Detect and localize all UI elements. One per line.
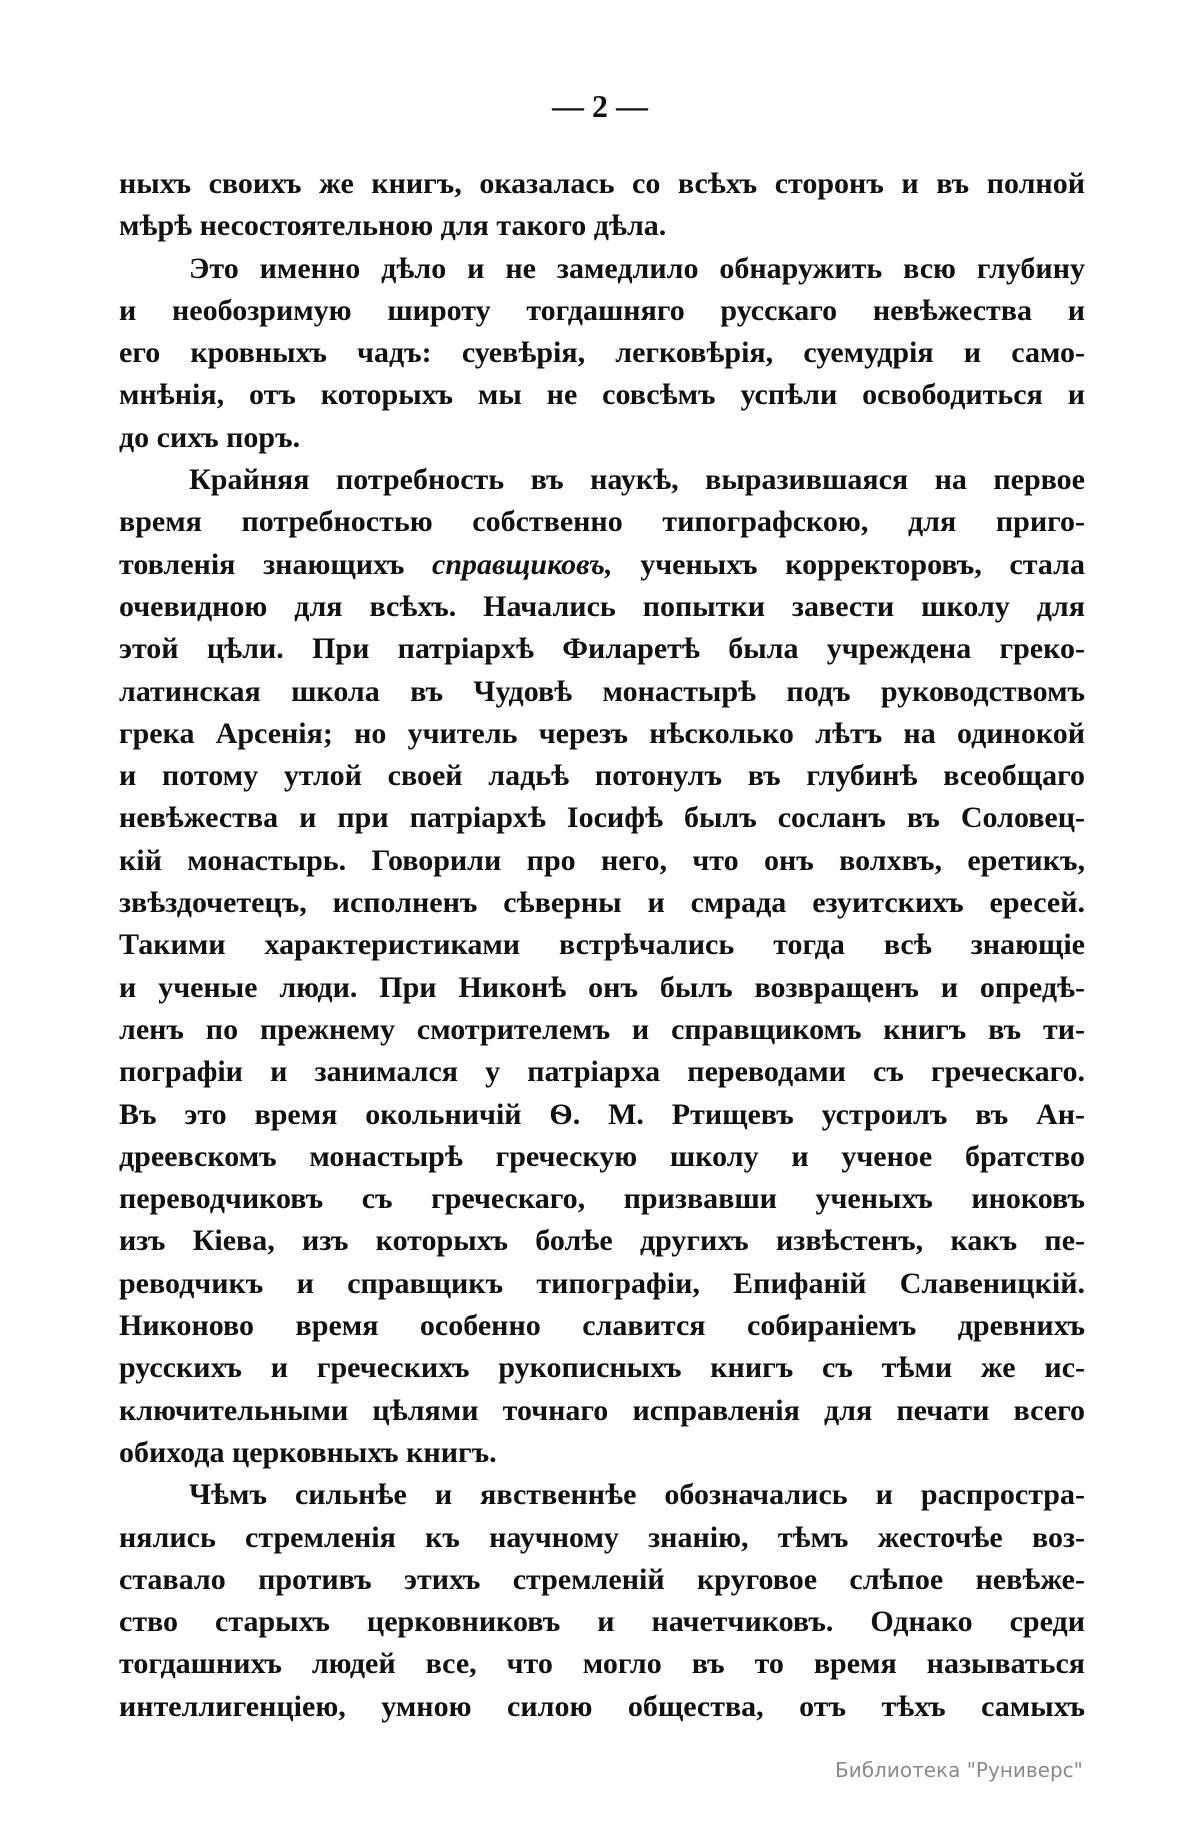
text-line: [119, 713, 1085, 755]
text-segment: Это именно дѣло и не замедлило обнаружить всю глубину: [189, 251, 1085, 285]
text-line: [119, 1347, 1085, 1389]
text-segment: изъ Кіева, изъ которыхъ болѣе другихъ извѣстенъ, какъ пе-: [119, 1224, 1085, 1258]
text-line: [119, 797, 1085, 839]
text-line: [119, 1686, 1085, 1728]
text-line: [119, 1517, 1085, 1559]
text-segment: нялись стремленія къ научному знанію, тѣмъ жесточѣе воз-: [119, 1520, 1085, 1554]
text-segment: мѣрѣ несостоятельною для такого дѣла.: [119, 209, 667, 243]
text-segment: русскихъ и греческихъ рукописныхъ книгъ съ тѣми же ис-: [119, 1351, 1085, 1385]
text-segment: и ученые люди. При Никонѣ онъ былъ возвращенъ и опредѣ-: [119, 970, 1085, 1004]
text-line: [119, 1051, 1085, 1093]
text-line: [119, 417, 1085, 459]
text-line: [119, 586, 1085, 628]
text-line: [119, 967, 1085, 1009]
text-line: [119, 755, 1085, 797]
text-segment: ныхъ своихъ же книгъ, оказалась со всѣхъ сторонъ и въ полной: [119, 167, 1085, 200]
text-segment: ученыхъ корректоровъ, стала: [612, 547, 1085, 581]
text-segment: ключительными цѣлями точнаго исправленія для печати всего: [119, 1393, 1085, 1427]
text-line: [119, 1559, 1085, 1601]
text-segment: Чѣмъ сильнѣе и явственнѣе обозначались и распростра-: [189, 1478, 1085, 1512]
text-line: [119, 544, 1085, 586]
text-segment: ство старыхъ церковниковъ и начетчиковъ. Однако среди: [119, 1605, 1085, 1639]
text-line: [119, 248, 1085, 290]
text-segment: мнѣнія, отъ которыхъ мы не совсѣмъ успѣли освободиться и: [119, 378, 1085, 412]
paragraph: [119, 248, 1085, 459]
text-line: [119, 290, 1085, 332]
text-segment: интеллигенціею, умною силою общества, отъ тѣхъ самыхъ: [119, 1689, 1085, 1723]
text-line: [119, 1390, 1085, 1432]
text-segment: Никоново время особенно славится собираніемъ древнихъ: [119, 1309, 1085, 1343]
text-segment: ленъ по прежнему смотрителемъ и справщикомъ книгъ въ ти-: [119, 1012, 1085, 1046]
italic-term: справщиковъ,: [432, 547, 613, 581]
text-line: [119, 1094, 1085, 1136]
text-segment: и потому утлой своей ладьѣ потонулъ въ глубинѣ всеобщаго: [119, 759, 1085, 793]
text-line: [119, 628, 1085, 670]
paragraph: [119, 459, 1085, 1474]
page-number: — 2 —: [552, 88, 648, 124]
text-line: [119, 840, 1085, 882]
library-watermark: Библиотека "Руниверс": [835, 1758, 1083, 1782]
paragraph: [119, 163, 1085, 248]
text-segment: обихода церковныхъ книгъ.: [119, 1435, 497, 1469]
text-segment: Въ это время окольничій Ѳ. М. Ртищевъ устроилъ въ Ан-: [119, 1097, 1085, 1131]
text-line: [119, 924, 1085, 966]
text-segment: грека Арсенія; но учитель черезъ нѣсколько лѣтъ на одинокой: [119, 716, 1085, 750]
text-segment: его кровныхъ чадъ: суевѣрія, легковѣрія, суемудрія и само-: [119, 336, 1085, 370]
text-segment: латинская школа въ Чудовѣ монастырѣ подъ руководствомъ: [119, 674, 1085, 708]
text-line: [119, 374, 1085, 416]
text-line: [119, 1136, 1085, 1178]
text-line: [119, 882, 1085, 924]
text-segment: переводчиковъ съ греческаго, призвавши ученыхъ иноковъ: [119, 1182, 1085, 1216]
text-segment: Крайняя потребность въ наукѣ, выразившаяся на первое: [189, 463, 1085, 497]
text-line: [119, 1263, 1085, 1305]
text-line: [119, 1220, 1085, 1262]
text-segment: товленія знающихъ: [119, 547, 433, 581]
body-text: [119, 163, 1085, 1728]
text-line: [119, 1305, 1085, 1347]
paragraph: [119, 1474, 1085, 1728]
text-segment: невѣжества и при патріархѣ Іосифѣ былъ сосланъ въ Соловец-: [119, 801, 1085, 835]
text-line: [119, 1601, 1085, 1643]
text-segment: дреевскомъ монастырѣ греческую школу и ученое братство: [119, 1139, 1085, 1173]
text-segment: этой цѣли. При патріархѣ Филаретѣ была учреждена греко-: [119, 632, 1085, 666]
text-segment: время потребностью собственно типографскою, для приго-: [119, 505, 1085, 539]
text-segment: Такими характеристиками встрѣчались тогда всѣ знающіе: [119, 928, 1085, 962]
text-segment: тогдашнихъ людей все, что могло въ то время называться: [119, 1647, 1085, 1681]
text-line: [119, 332, 1085, 374]
text-line: [119, 501, 1085, 543]
text-line: [119, 1009, 1085, 1051]
text-line: [119, 1643, 1085, 1685]
text-line: [119, 163, 1085, 205]
text-segment: очевидною для всѣхъ. Начались попытки завести школу для: [119, 589, 1085, 623]
text-segment: кій монастырь. Говорили про него, что онъ волхвъ, еретикъ,: [119, 843, 1085, 877]
text-segment: звѣздочетецъ, исполненъ сѣверны и смрада езуитскихъ ересей.: [119, 886, 1085, 920]
text-line: [119, 671, 1085, 713]
text-line: [119, 1178, 1085, 1220]
text-line: [119, 459, 1085, 501]
text-line: [119, 1432, 1085, 1474]
text-line: [119, 205, 1085, 247]
text-segment: ставало противъ этихъ стремленій круговое слѣпое невѣже-: [119, 1562, 1085, 1596]
text-line: [119, 1474, 1085, 1516]
text-segment: и необозримую широту тогдашняго русскаго невѣжества и: [119, 293, 1085, 327]
text-segment: пографіи и занимался у патріарха переводами съ греческаго.: [119, 1055, 1085, 1089]
text-segment: до сихъ поръ.: [119, 420, 301, 454]
text-segment: реводчикъ и справщикъ типографіи, Епифаній Славеницкій.: [119, 1266, 1085, 1300]
